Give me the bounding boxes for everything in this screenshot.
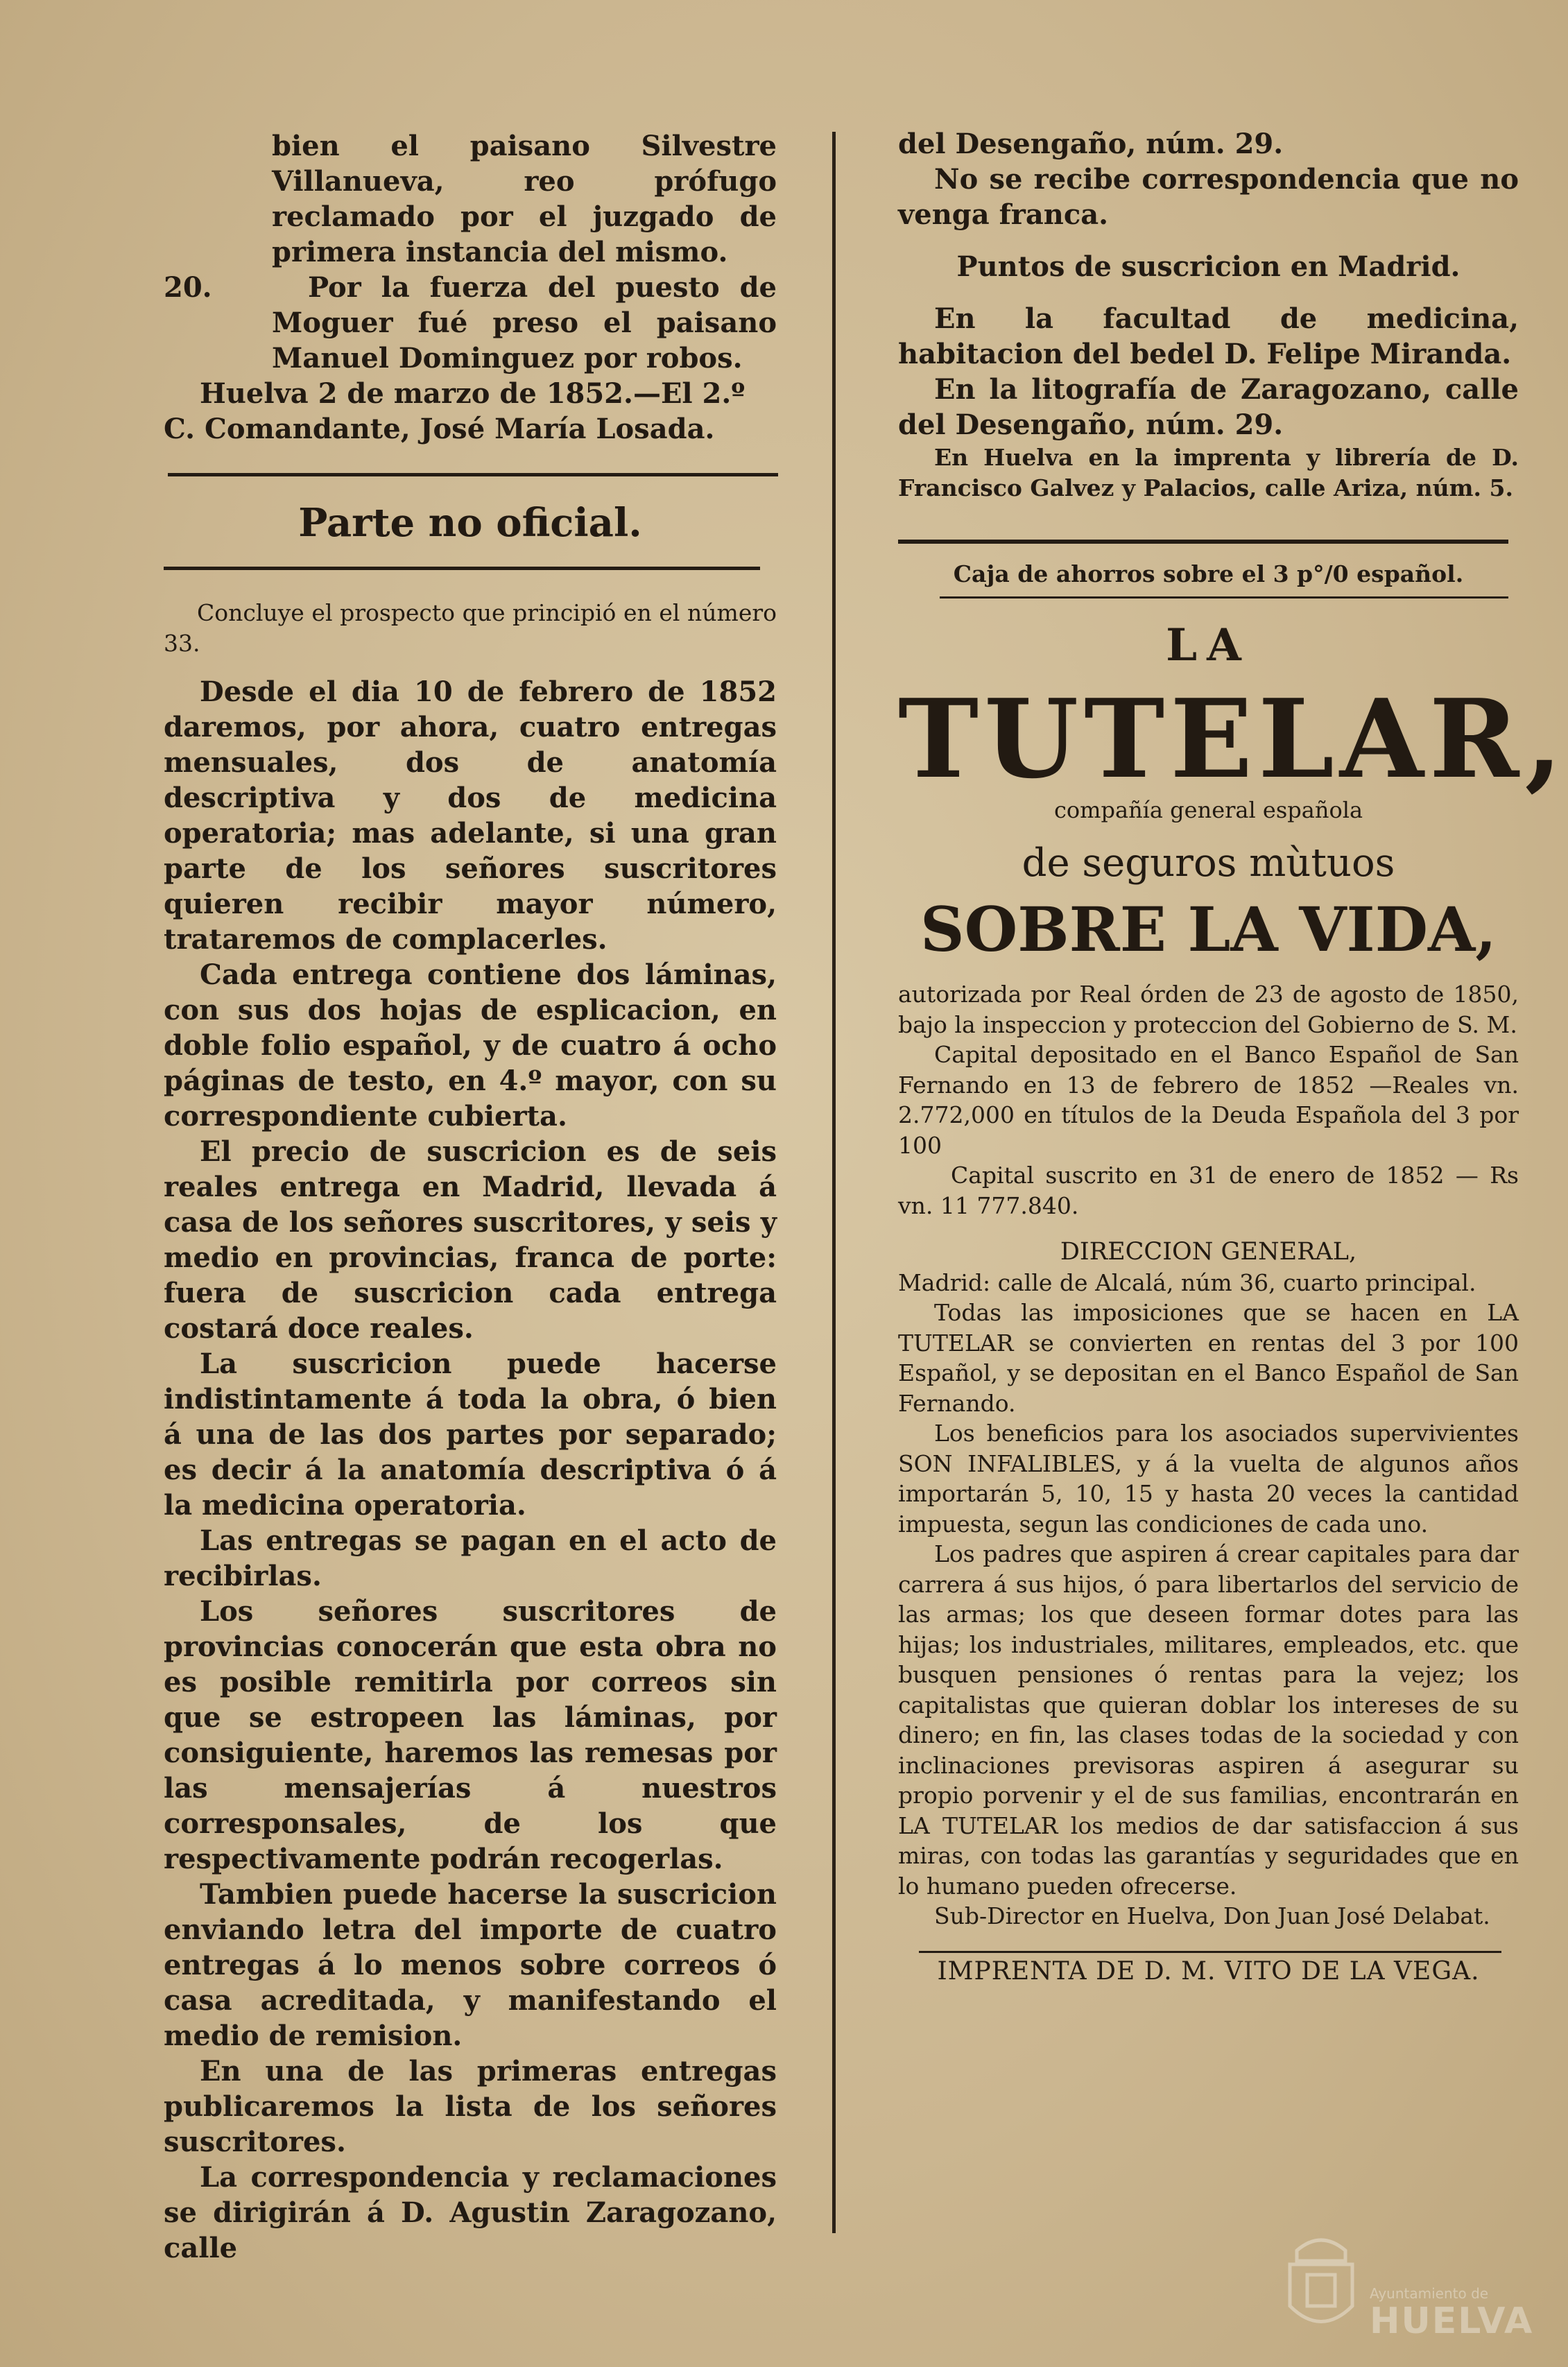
section-title: Parte no oficial. xyxy=(298,500,642,546)
ad-la: LA xyxy=(1166,619,1251,671)
point-1: En la facultad de medicina, habitacion del bedel D. Felipe Miranda. xyxy=(898,302,1519,370)
crest-icon xyxy=(1276,2223,1366,2341)
ad-subtitle: compañía general española xyxy=(1053,797,1363,823)
column-divider xyxy=(832,132,836,2233)
paragraph: El precio de suscricion es de seis reales entrega en Madrid, llevada á casa de los señores suscritores, y seis y medio en provincias, franca de porte: fuera de suscricion cada entrega costará doce reales. xyxy=(164,1135,777,1345)
point-2: En la litografía de Zaragozano, calle del Desengaño, núm. 29. xyxy=(898,373,1519,441)
ad-rule-top xyxy=(898,540,1508,544)
paragraph: En una de las primeras entregas publicaremos la lista de los señores suscritores. xyxy=(164,2055,777,2158)
tutelar-advertisement xyxy=(898,619,1568,1986)
item-number: 20. xyxy=(164,271,212,304)
ad-autorizada: autorizada por Real órden de 23 de agosto de 1850, bajo la inspeccion y proteccion del Gobierno de S. M. xyxy=(898,981,1519,1038)
ad-direccion-address: Madrid: calle de Alcalá, núm 36, cuarto principal. xyxy=(898,1268,1476,1296)
watermark-small-text: Ayuntamiento de xyxy=(1370,2285,1489,2302)
ad-beneficios: Los beneficios para los asociados supervivientes SON INFALIBLES, y á la vuelta de algunos años importarán 5, 10, 15 y hasta 20 veces la cantidad impuesta, segun las condiciones de cada uno. xyxy=(898,1420,1519,1538)
signoff-line-2: C. Comandante, José María Losada. xyxy=(164,413,715,445)
paragraph: La suscricion puede hacerse indistintamente á toda la obra, ó bien á una de las dos partes por separado; es decir á la anatomía descriptiva ó á la medicina operatoria. xyxy=(164,1348,777,1522)
watermark-big-text: HUELVA xyxy=(1370,2300,1534,2342)
ad-tutelar: TUTELAR, xyxy=(898,675,1568,802)
ad-seguros: de seguros mùtuos xyxy=(1022,841,1395,886)
section-rule-bottom xyxy=(164,567,760,570)
ad-subdirector: Sub-Director en Huelva, Don Juan José Delabat. xyxy=(934,1902,1490,1929)
signoff-line-1: Huelva 2 de marzo de 1852.—El 2.º xyxy=(200,377,746,410)
ad-rule-bottom xyxy=(940,596,1508,599)
imprint: IMPRENTA DE D. M. VITO DE LA VEGA. xyxy=(937,1956,1480,1986)
paragraph: Las entregas se pagan en el acto de recibirlas. xyxy=(164,1524,777,1592)
ad-direccion-title: DIRECCION GENERAL, xyxy=(1060,1238,1357,1266)
paragraph: Tambien puede hacerse la suscricion enviando letra del importe de cuatro entregas á lo menos sobre correos ó casa acreditada, y manifestando el medio de remision. xyxy=(164,1878,777,2052)
ad-padres: Los padres que aspiren á crear capitales para dar carrera á sus hijos, ó para libertarlos del servicio de las armas; los que deseen formar dotes para las hijas; los industriales, militares, empleados, etc. que busquen pensiones ó rentas para la vejez; los capitalistas que quieran doblar los intereses de su dinero; en fin, las clases todas de la sociedad y con inclinaciones previsoras aspiren á asegurar su propio porvenir y el de sus familias, encontrarán en LA TUTELAR los medios de dar satisfaccion á sus miras, con todas las garantías y seguridades que en lo humano pueden ofrecerse. xyxy=(898,1540,1519,1900)
section-rule-top xyxy=(168,473,778,476)
ad-capital-suscrito: Capital suscrito en 31 de enero de 1852 — Rs vn. 11 777.840. xyxy=(898,1162,1519,1219)
paragraph: La correspondencia y reclamaciones se dirigirán á D. Agustin Zaragozano, calle xyxy=(164,2161,777,2264)
no-correspondence: No se recibe correspondencia que no venga franca. xyxy=(898,163,1519,231)
news-item-20 xyxy=(164,270,777,376)
item-text: Por la fuerza del puesto de Moguer fué preso el paisano Manuel Dominguez por robos. xyxy=(272,271,777,375)
left-column xyxy=(164,128,777,2266)
prospect-body xyxy=(164,674,777,2266)
opening-paragraph: bien el paisano Silvestre Villanueva, reo prófugo reclamado por el juzgado de primera instancia del mismo. xyxy=(272,130,777,268)
points-title: Puntos de suscricion en Madrid. xyxy=(956,250,1461,283)
prospect-note: Concluye el prospecto que principió en el número 33. xyxy=(164,599,777,657)
paragraph: Desde el dia 10 de febrero de 1852 daremos, por ahora, cuatro entregas mensuales, dos de anatomía descriptiva y dos de medicina operatoria; mas adelante, si una gran parte de los señores suscritores quieren recibir mayor número, trataremos de complacerles. xyxy=(164,675,777,956)
paragraph: Cada entrega contiene dos láminas, con sus dos hojas de esplicacion, en doble folio español, y de cuatro á ocho páginas de testo, en 4.º mayor, con su correspondiente cubierta. xyxy=(164,958,777,1133)
ad-sobre-la-vida: SOBRE LA VIDA, xyxy=(920,893,1497,965)
point-3: En Huelva en la imprenta y librería de D. Francisco Galvez y Palacios, calle Ariza, núm. 5. xyxy=(898,444,1519,501)
right-column xyxy=(898,126,1568,1986)
huelva-watermark xyxy=(1276,2223,1534,2348)
imprint-rule xyxy=(919,1951,1501,1953)
caja-de-ahorros: Caja de ahorros sobre el 3 p°/0 español. xyxy=(953,560,1464,587)
paragraph: Los señores suscritores de provincias conocerán que esta obra no es posible remitirla por correos sin que se estropeen las láminas, por consiguiente, haremos las remesas por las mensajerías á nuestros corresponsales, de los que respectivamente podrán recogerlas. xyxy=(164,1595,777,1875)
continuation: del Desengaño, núm. 29. xyxy=(898,128,1284,160)
ad-capital-depositado: Capital depositado en el Banco Español de San Fernando en 13 de febrero de 1852 —Reales vn. 2.772,000 en títulos de la Deuda Española del 3 por 100 xyxy=(898,1041,1519,1159)
ad-imposiciones: Todas las imposiciones que se hacen en LA TUTELAR se convierten en rentas del 3 por 100 Español, y se depositan en el Banco Español de San Fernando. xyxy=(898,1299,1519,1417)
